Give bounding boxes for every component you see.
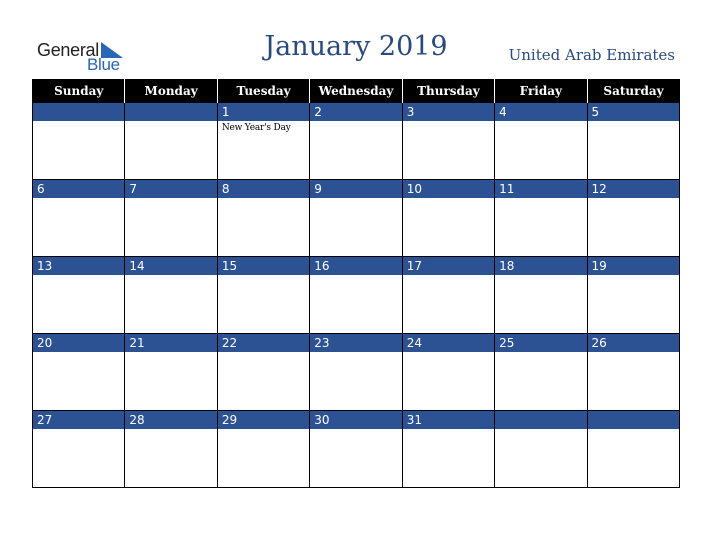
weekday-wednesday: Wednesday xyxy=(310,79,402,103)
logo-text-general: General xyxy=(37,40,99,60)
day-number: 26 xyxy=(588,334,679,352)
day-cell xyxy=(402,257,494,334)
day-cell xyxy=(310,334,402,411)
day-cell xyxy=(587,180,679,257)
day-cell xyxy=(33,334,125,411)
day-number: 22 xyxy=(218,334,309,352)
day-cell xyxy=(33,180,125,257)
day-number: 27 xyxy=(33,411,124,429)
day-number xyxy=(125,103,216,121)
day-number: 25 xyxy=(495,334,586,352)
day-number: 5 xyxy=(588,103,679,121)
day-cell xyxy=(217,334,309,411)
day-number: 20 xyxy=(33,334,124,352)
day-number: 30 xyxy=(310,411,401,429)
week-row xyxy=(33,334,680,411)
day-number: 18 xyxy=(495,257,586,275)
day-cell xyxy=(402,334,494,411)
day-number: 10 xyxy=(403,180,494,198)
weekday-header-row xyxy=(33,79,680,103)
day-cell xyxy=(125,103,217,180)
country-name: United Arab Emirates xyxy=(508,46,675,64)
weekday-thursday: Thursday xyxy=(402,79,494,103)
day-cell xyxy=(495,411,587,488)
day-cell xyxy=(125,180,217,257)
week-row xyxy=(33,411,680,488)
day-cell xyxy=(587,334,679,411)
day-number: 14 xyxy=(125,257,216,275)
day-cell xyxy=(125,257,217,334)
day-number xyxy=(588,411,679,429)
day-cell xyxy=(495,180,587,257)
month-calendar xyxy=(32,79,680,488)
day-cell xyxy=(217,411,309,488)
day-cell xyxy=(495,103,587,180)
day-cell xyxy=(33,103,125,180)
day-cell xyxy=(587,411,679,488)
weekday-saturday: Saturday xyxy=(587,79,679,103)
day-number: 8 xyxy=(218,180,309,198)
day-cell xyxy=(125,334,217,411)
weekday-friday: Friday xyxy=(495,79,587,103)
day-number xyxy=(495,411,586,429)
day-number: 1 xyxy=(218,103,309,121)
day-number: 7 xyxy=(125,180,216,198)
day-number: 31 xyxy=(403,411,494,429)
day-cell xyxy=(402,180,494,257)
logo-text-blue: Blue xyxy=(87,55,120,74)
day-cell xyxy=(217,103,309,180)
day-cell xyxy=(402,103,494,180)
day-cell xyxy=(495,257,587,334)
day-number xyxy=(33,103,124,121)
day-cell xyxy=(402,411,494,488)
week-row xyxy=(33,257,680,334)
day-cell xyxy=(310,180,402,257)
day-cell xyxy=(587,103,679,180)
weekday-tuesday: Tuesday xyxy=(217,79,309,103)
weekday-sunday: Sunday xyxy=(33,79,125,103)
day-number: 28 xyxy=(125,411,216,429)
day-cell xyxy=(495,334,587,411)
day-number: 9 xyxy=(310,180,401,198)
day-number: 23 xyxy=(310,334,401,352)
day-cell xyxy=(587,257,679,334)
day-cell xyxy=(217,180,309,257)
day-cell xyxy=(33,257,125,334)
day-number: 13 xyxy=(33,257,124,275)
calendar-title: January 2019 xyxy=(264,31,448,62)
day-number: 6 xyxy=(33,180,124,198)
day-cell xyxy=(310,103,402,180)
week-row xyxy=(33,103,680,180)
day-number: 29 xyxy=(218,411,309,429)
day-number: 2 xyxy=(310,103,401,121)
day-cell xyxy=(310,257,402,334)
week-row xyxy=(33,180,680,257)
day-number: 19 xyxy=(588,257,679,275)
day-number: 17 xyxy=(403,257,494,275)
day-number: 24 xyxy=(403,334,494,352)
day-number: 11 xyxy=(495,180,586,198)
day-cell xyxy=(217,257,309,334)
day-number: 3 xyxy=(403,103,494,121)
holiday-label: New Year's Day xyxy=(221,123,291,133)
day-cell xyxy=(33,411,125,488)
weekday-monday: Monday xyxy=(125,79,217,103)
day-number: 4 xyxy=(495,103,586,121)
day-cell xyxy=(310,411,402,488)
day-number: 15 xyxy=(218,257,309,275)
day-number: 16 xyxy=(310,257,401,275)
day-cell xyxy=(125,411,217,488)
day-number: 12 xyxy=(588,180,679,198)
day-number: 21 xyxy=(125,334,216,352)
